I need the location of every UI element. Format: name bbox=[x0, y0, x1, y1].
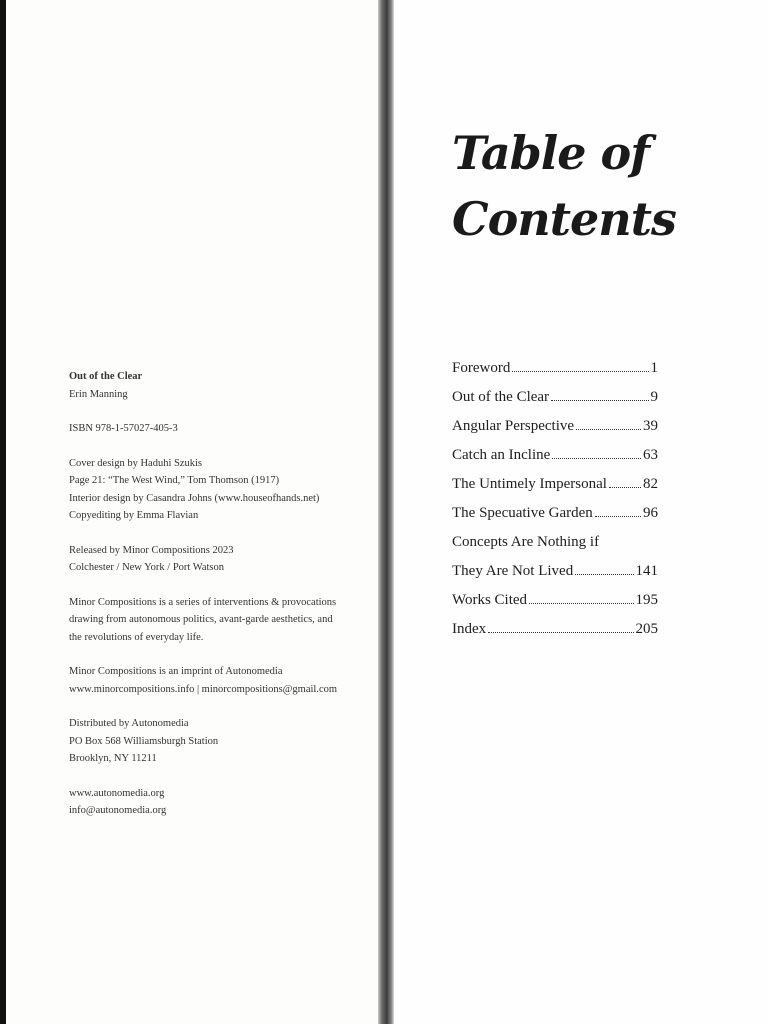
isbn: ISBN 978-1-57027-405-3 bbox=[69, 423, 178, 434]
toc-entry-title: Index bbox=[452, 621, 487, 637]
dot-leader bbox=[551, 389, 648, 401]
toc-entry-page: 96 bbox=[643, 505, 658, 521]
dot-leader bbox=[488, 621, 633, 633]
dot-leader bbox=[595, 505, 641, 517]
series-description-line: drawing from autonomous politics, avant-garde aesthetics, and bbox=[69, 614, 333, 625]
toc-entry bbox=[452, 476, 658, 505]
toc-entry-title: They Are Not Lived bbox=[452, 563, 574, 579]
toc-entry-page: 141 bbox=[635, 563, 658, 579]
toc-entry-title: The Specuative Garden bbox=[452, 505, 593, 521]
toc-entry-title: Catch an Incline bbox=[452, 447, 551, 463]
toc-entry-title: Angular Perspective bbox=[452, 418, 575, 434]
release-line: Released by Minor Compositions 2023 bbox=[69, 544, 234, 556]
toc-entry-page: 63 bbox=[643, 447, 658, 463]
toc-entry-page: 82 bbox=[643, 476, 658, 492]
credit-line: Page 21: “The West Wind,” Tom Thomson (1917) bbox=[69, 475, 280, 486]
colophon bbox=[69, 368, 369, 837]
credit-line: Interior design by Casandra Johns (www.houseofhands.net) bbox=[69, 492, 320, 504]
distribution-line: Brooklyn, NY 11211 bbox=[69, 753, 157, 764]
dot-leader bbox=[575, 563, 633, 575]
dot-leader bbox=[552, 447, 641, 459]
contact-line: info@autonomedia.org bbox=[69, 805, 167, 816]
toc-entry bbox=[452, 592, 658, 621]
dot-leader bbox=[609, 476, 641, 488]
release-line: Colchester / New York / Port Watson bbox=[69, 562, 224, 573]
toc-entry bbox=[452, 563, 658, 592]
toc-entry bbox=[452, 360, 658, 389]
book-gutter bbox=[378, 0, 394, 1024]
toc-entry bbox=[452, 534, 658, 563]
dot-leader bbox=[576, 418, 641, 430]
toc-entry-page: 1 bbox=[650, 360, 658, 376]
toc-entry-title: Concepts Are Nothing if bbox=[452, 534, 600, 550]
toc-entry-page: 195 bbox=[635, 592, 658, 608]
imprint-line: Minor Compositions is an imprint of Autonomedia bbox=[69, 666, 283, 677]
toc-heading bbox=[452, 120, 752, 252]
dot-leader bbox=[529, 592, 633, 604]
toc-list bbox=[452, 360, 658, 650]
toc-entry-page: 39 bbox=[643, 418, 658, 434]
toc-entry-title: The Untimely Impersonal bbox=[452, 476, 607, 492]
book-title: Out of the Clear bbox=[69, 371, 143, 382]
dot-leader bbox=[512, 360, 648, 372]
imprint-line: www.minorcompositions.info | minorcompositions@gmail.com bbox=[69, 683, 338, 695]
toc-entry-page: 205 bbox=[635, 621, 658, 637]
credit-line: Cover design by Haduhi Szukis bbox=[69, 457, 202, 469]
toc-entry-title: Foreword bbox=[452, 360, 511, 376]
credit-line: Copyediting by Emma Flavian bbox=[69, 510, 199, 521]
toc-entry bbox=[452, 505, 658, 534]
toc-entry bbox=[452, 447, 658, 476]
distribution-line: Distributed by Autonomedia bbox=[69, 718, 189, 729]
contact-line: www.autonomedia.org bbox=[69, 787, 165, 799]
series-description-line: Minor Compositions is a series of interventions & provocations bbox=[69, 596, 337, 608]
toc-heading-line: Table of bbox=[452, 126, 650, 180]
series-description-line: the revolutions of everyday life. bbox=[69, 631, 204, 643]
toc-entry bbox=[452, 418, 658, 447]
toc-entry bbox=[452, 621, 658, 650]
toc-entry-title: Out of the Clear bbox=[452, 389, 550, 405]
toc-heading-line: Contents bbox=[452, 192, 676, 246]
toc-entry-page: 9 bbox=[650, 389, 658, 405]
toc-entry bbox=[452, 389, 658, 418]
book-author: Erin Manning bbox=[69, 388, 128, 400]
distribution-line: PO Box 568 Williamsburgh Station bbox=[69, 735, 219, 747]
toc-entry-title: Works Cited bbox=[452, 592, 528, 608]
